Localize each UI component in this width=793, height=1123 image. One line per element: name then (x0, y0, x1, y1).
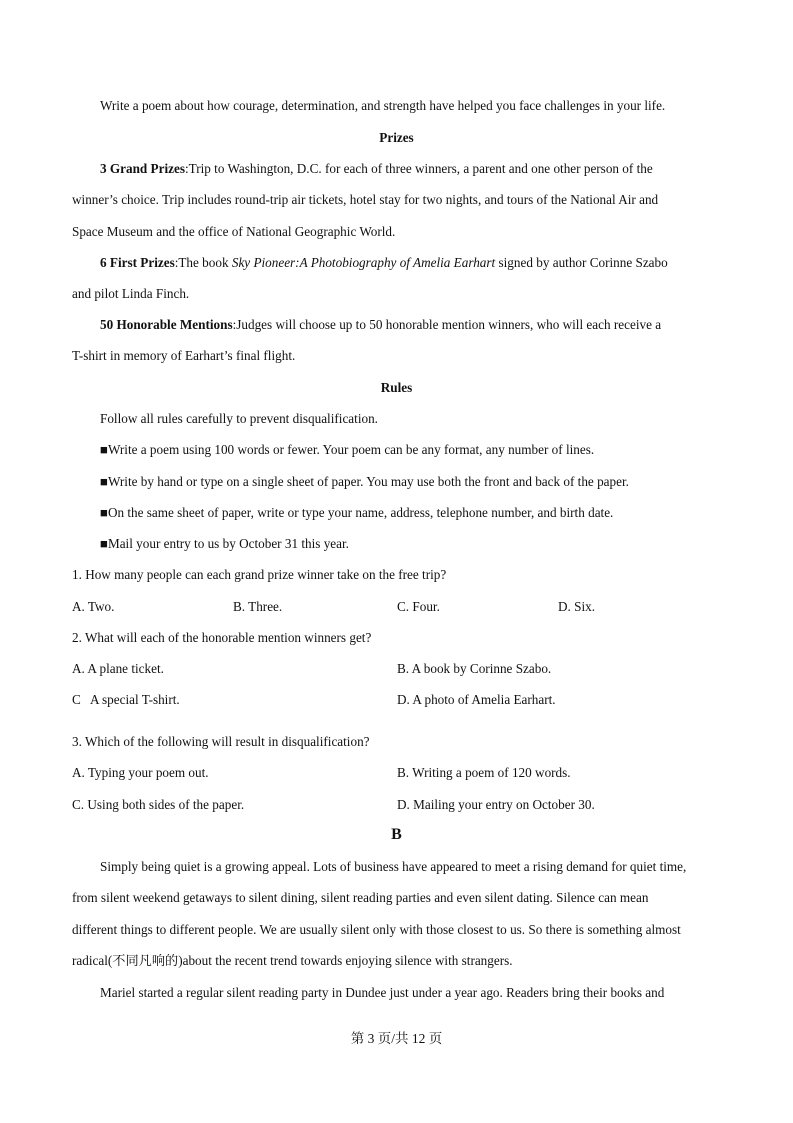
grand-prize-label: 3 Grand Prizes (100, 161, 185, 176)
first-prize-label: 6 First Prizes (100, 255, 175, 270)
question-2-option-a: A. A plane ticket. (72, 661, 164, 676)
question-3-option-b: B. Writing a poem of 120 words. (397, 765, 571, 780)
first-prize-line-2: and pilot Linda Finch. (72, 286, 190, 301)
rule-item: ■On the same sheet of paper, write or type your name, address, telephone number, and birth date. (100, 505, 614, 520)
section-b-p1-line-4: radical(不同凡响的)about the recent trend towards enjoying silence with strangers. (72, 953, 513, 968)
question-3-option-d: D. Mailing your entry on October 30. (397, 797, 595, 812)
question-3-option-a: A. Typing your poem out. (72, 765, 209, 780)
question-3-stem: 3. Which of the following will result in disqualification? (72, 734, 370, 749)
question-2-stem: 2. What will each of the honorable mention winners get? (72, 630, 372, 645)
grand-prize-text: :Trip to Washington, D.C. for each of three winners, a parent and one other person of the (184, 161, 653, 176)
rule-item: ■Write a poem using 100 words or fewer. Your poem can be any format, any number of lines. (100, 442, 595, 457)
honorable-line-1 (100, 317, 721, 333)
honorable-label: 50 Honorable Mentions (100, 317, 233, 332)
book-title: Sky Pioneer:A Photobiography of Amelia Earhart (231, 255, 496, 270)
rules-intro: Follow all rules carefully to prevent disqualification. (100, 411, 378, 426)
question-1-option-d: D. Six. (558, 599, 596, 614)
question-2-option-d: D. A photo of Amelia Earhart. (397, 692, 556, 707)
question-1-stem: 1. How many people can each grand prize winner take on the free trip? (72, 567, 447, 582)
honorable-text: :Judges will choose up to 50 honorable mention winners, who will each receive a (232, 317, 662, 332)
question-1-option-c: C. Four. (397, 599, 440, 614)
honorable-line-2: T-shirt in memory of Earhart’s final flight. (72, 348, 296, 363)
page-footer: 第 3 页/共 12 页 (350, 1031, 443, 1046)
grand-prize-line-1 (100, 161, 721, 177)
rule-item: ■Write by hand or type on a single sheet of paper. You may use both the front and back of the paper. (100, 474, 629, 489)
section-b-p1-line-2: from silent weekend getaways to silent dining, silent reading parties and even silent dating. Silence can mean (72, 890, 649, 905)
section-b-heading: B (391, 826, 402, 843)
question-2-option-b: B. A book by Corinne Szabo. (397, 661, 552, 676)
intro-text: Write a poem about how courage, determination, and strength have helped you face challenges in your life. (100, 98, 666, 113)
first-prize-text-b: signed by author Corinne Szabo (495, 255, 668, 270)
first-prize-line-1 (100, 255, 721, 271)
grand-prize-line-3: Space Museum and the office of National Geographic World. (72, 224, 396, 239)
question-3-option-c: C. Using both sides of the paper. (72, 797, 245, 812)
rule-item: ■Mail your entry to us by October 31 this year. (100, 536, 349, 551)
section-b-p2-line-1: Mariel started a regular silent reading party in Dundee just under a year ago. Readers bring their books and (100, 985, 665, 1000)
grand-prize-line-2: winner’s choice. Trip includes round-trip air tickets, hotel stay for two nights, and tours of the National Air and (72, 192, 659, 207)
rules-heading: Rules (380, 380, 413, 395)
question-2-option-c: C A special T-shirt. (72, 692, 180, 707)
section-b-p1-line-1: Simply being quiet is a growing appeal. Lots of business have appeared to meet a rising demand for quiet time, (100, 859, 687, 874)
first-prize-text-a: :The book (174, 255, 232, 270)
section-b-p1-line-3: different things to different people. We are usually silent only with those closest to us. So there is something almost (72, 922, 681, 937)
prizes-heading: Prizes (379, 130, 414, 145)
question-1-option-b: B. Three. (233, 599, 283, 614)
question-1-option-a: A. Two. (72, 599, 115, 614)
